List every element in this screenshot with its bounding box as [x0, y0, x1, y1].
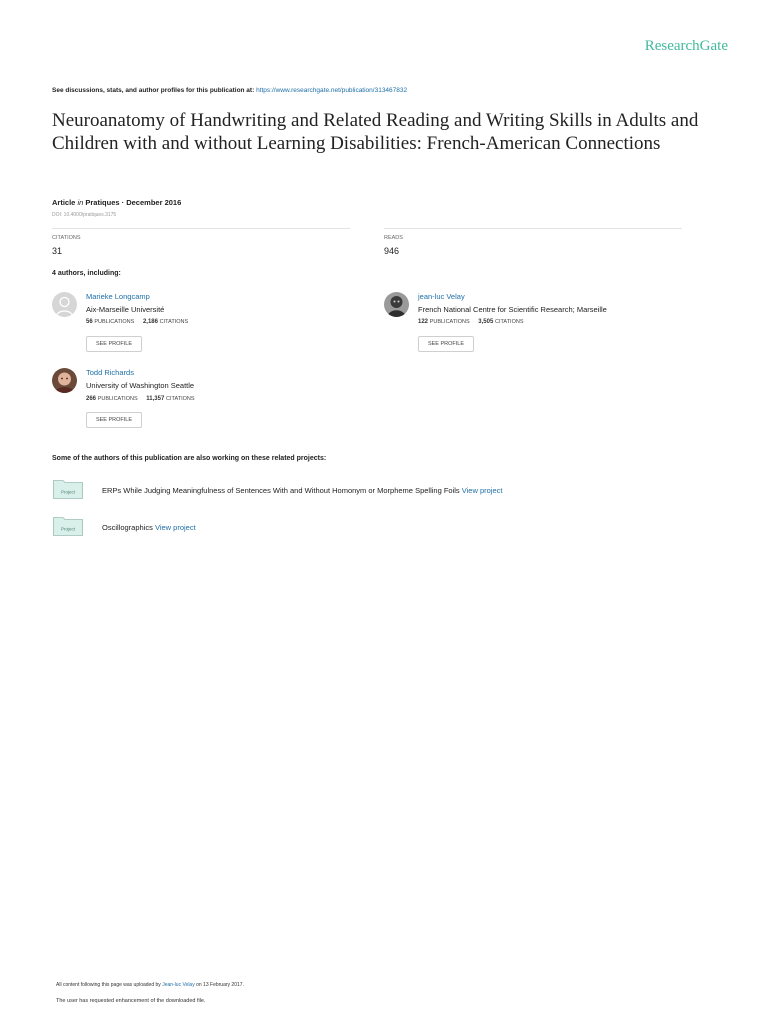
project-folder-icon[interactable] [53, 479, 83, 499]
publications-label: PUBLICATIONS [94, 319, 135, 325]
upload-prefix: All content following this page was uploaded by [56, 982, 161, 988]
citations-label: CITATIONS [52, 235, 81, 241]
publications-count: 266 [86, 396, 97, 402]
uploader-link[interactable]: Jean-luc Velay [162, 982, 195, 988]
meta-in: in [77, 198, 84, 207]
project-folder-icon[interactable] [53, 516, 83, 536]
author-photo-icon[interactable] [52, 368, 77, 393]
publication-type: Article [52, 198, 76, 207]
author-name[interactable]: Marieke Longcamp [86, 292, 150, 301]
citations-count: 11,357 [146, 396, 165, 402]
reads-value: 946 [384, 246, 400, 256]
author-stats [86, 396, 202, 402]
citations-label: CITATIONS [166, 396, 195, 402]
publications-count: 122 [418, 319, 429, 325]
reads-label: READS [384, 235, 403, 241]
authors-heading: 4 authors, including: [52, 270, 121, 277]
view-project-link[interactable]: View project [154, 523, 196, 532]
project-item [102, 523, 196, 532]
project-icon-label: Project [60, 526, 76, 532]
see-profile-button[interactable]: SEE PROFILE [418, 336, 474, 352]
citations-label: CITATIONS [494, 319, 524, 325]
projects-heading: Some of the authors of this publication are also working on these related projects: [52, 455, 327, 462]
author-photo-icon[interactable] [384, 292, 409, 317]
citations-divider [52, 228, 350, 229]
researchgate-logo[interactable]: ResearchGate [644, 38, 728, 54]
doi-text: DOI: 10.4000/pratiques.3175 [52, 212, 117, 218]
publications-label: PUBLICATIONS [429, 319, 470, 325]
project-icon-label: Project [60, 489, 76, 495]
project-title: ERPs While Judging Meaningfulness of Sentences With and Without Homonym or Morpheme Spelling Foils [102, 486, 460, 495]
enhancement-note: The user has requested enhancement of the downloaded file. [56, 998, 206, 1004]
discussion-line [52, 87, 407, 94]
reads-divider [384, 228, 682, 229]
project-item [102, 486, 502, 495]
author-stats [418, 319, 531, 325]
view-project-link[interactable]: View project [461, 486, 503, 495]
project-title: Oscillographics [102, 523, 153, 532]
author-institution: French National Centre for Scientific Research; Marseille [418, 305, 607, 314]
see-profile-button[interactable]: SEE PROFILE [86, 412, 142, 428]
author-stats [86, 319, 195, 325]
publication-title: Neuroanatomy of Handwriting and Related Reading and Writing Skills in Adults and Children with and without Learning Disabilities: French-American Connections [52, 110, 699, 154]
author-institution: Aix-Marseille Université [86, 305, 165, 314]
citations-value: 31 [52, 246, 63, 256]
publications-count: 56 [86, 319, 93, 325]
upload-note [56, 982, 244, 988]
upload-suffix: on 13 February 2017. [196, 982, 244, 988]
author-institution: University of Washington Seattle [86, 381, 195, 390]
citations-count: 2,186 [142, 319, 158, 325]
journal-date: Pratiques · December 2016 [85, 198, 182, 207]
avatar-placeholder-icon[interactable] [52, 292, 77, 317]
publication-url-link[interactable]: https://www.researchgate.net/publication/313467832 [256, 87, 408, 94]
see-profile-button[interactable]: SEE PROFILE [86, 336, 142, 352]
discussion-text: See discussions, stats, and author profiles for this publication at: [52, 87, 255, 94]
publication-meta [52, 198, 181, 207]
publications-label: PUBLICATIONS [97, 396, 138, 402]
citations-label: CITATIONS [159, 319, 189, 325]
citations-count: 3,505 [478, 319, 494, 325]
author-name[interactable]: jean-luc Velay [418, 292, 465, 301]
author-name[interactable]: Todd Richards [86, 368, 134, 377]
